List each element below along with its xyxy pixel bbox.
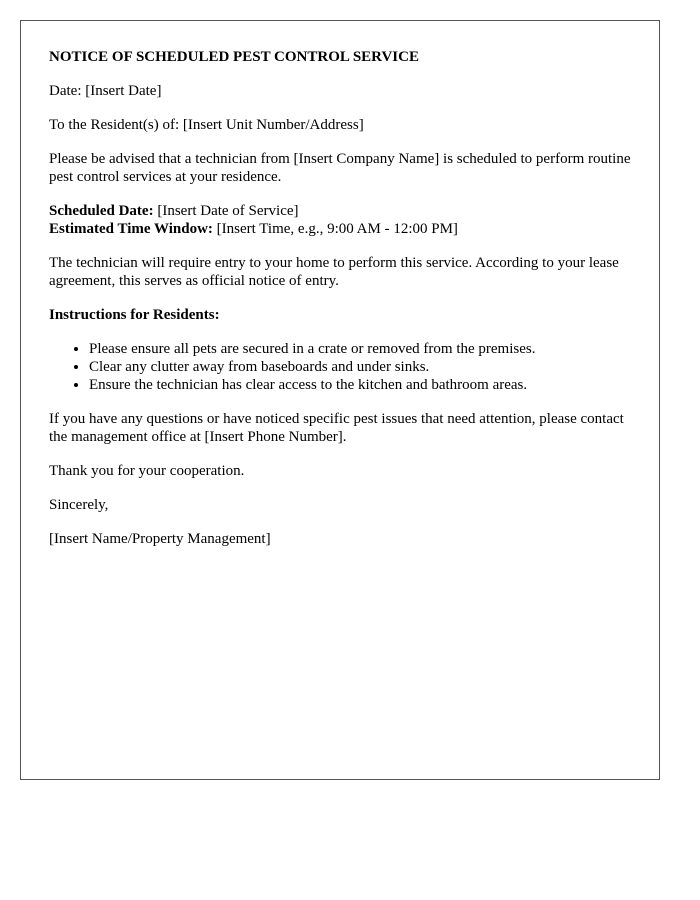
instruction-item: • Please ensure all pets are secured in a crate or removed from the premises. bbox=[89, 340, 631, 358]
time-window-value: [Insert Time, e.g., 9:00 AM - 12:00 PM] bbox=[212, 221, 458, 237]
instruction-item: • Ensure the technician has clear access to the kitchen and bathroom areas. bbox=[89, 376, 631, 394]
notice-document bbox=[20, 20, 660, 780]
schedule-block bbox=[49, 202, 631, 238]
scheduled-date-line bbox=[49, 202, 631, 220]
time-window-line bbox=[49, 220, 631, 238]
notice-title: NOTICE OF SCHEDULED PEST CONTROL SERVICE bbox=[49, 49, 419, 65]
scheduled-date-label: Scheduled Date: bbox=[49, 203, 154, 219]
intro-paragraph: Please be advised that a technician from [Insert Company Name] is scheduled to perform routine pest control services at your residence. bbox=[49, 151, 631, 185]
time-window-label: Estimated Time Window: bbox=[49, 221, 213, 237]
entry-notice-paragraph: The technician will require entry to your home to perform this service. According to your lease agreement, this serves as official notice of entry. bbox=[49, 255, 619, 289]
instruction-item: • Clear any clutter away from baseboards and under sinks. bbox=[89, 358, 631, 376]
closing-line: Sincerely, bbox=[49, 497, 109, 513]
instructions-list bbox=[49, 340, 631, 394]
scheduled-date-value: [Insert Date of Service] bbox=[153, 203, 299, 219]
recipient-line: To the Resident(s) of: [Insert Unit Number/Address] bbox=[49, 117, 364, 133]
date-line: Date: [Insert Date] bbox=[49, 83, 162, 99]
signature-line: [Insert Name/Property Management] bbox=[49, 531, 271, 547]
questions-paragraph: If you have any questions or have noticed specific pest issues that need attention, please contact the management office at [Insert Phone Number]. bbox=[49, 411, 624, 445]
thanks-line: Thank you for your cooperation. bbox=[49, 463, 245, 479]
instructions-heading: Instructions for Residents: bbox=[49, 307, 220, 323]
